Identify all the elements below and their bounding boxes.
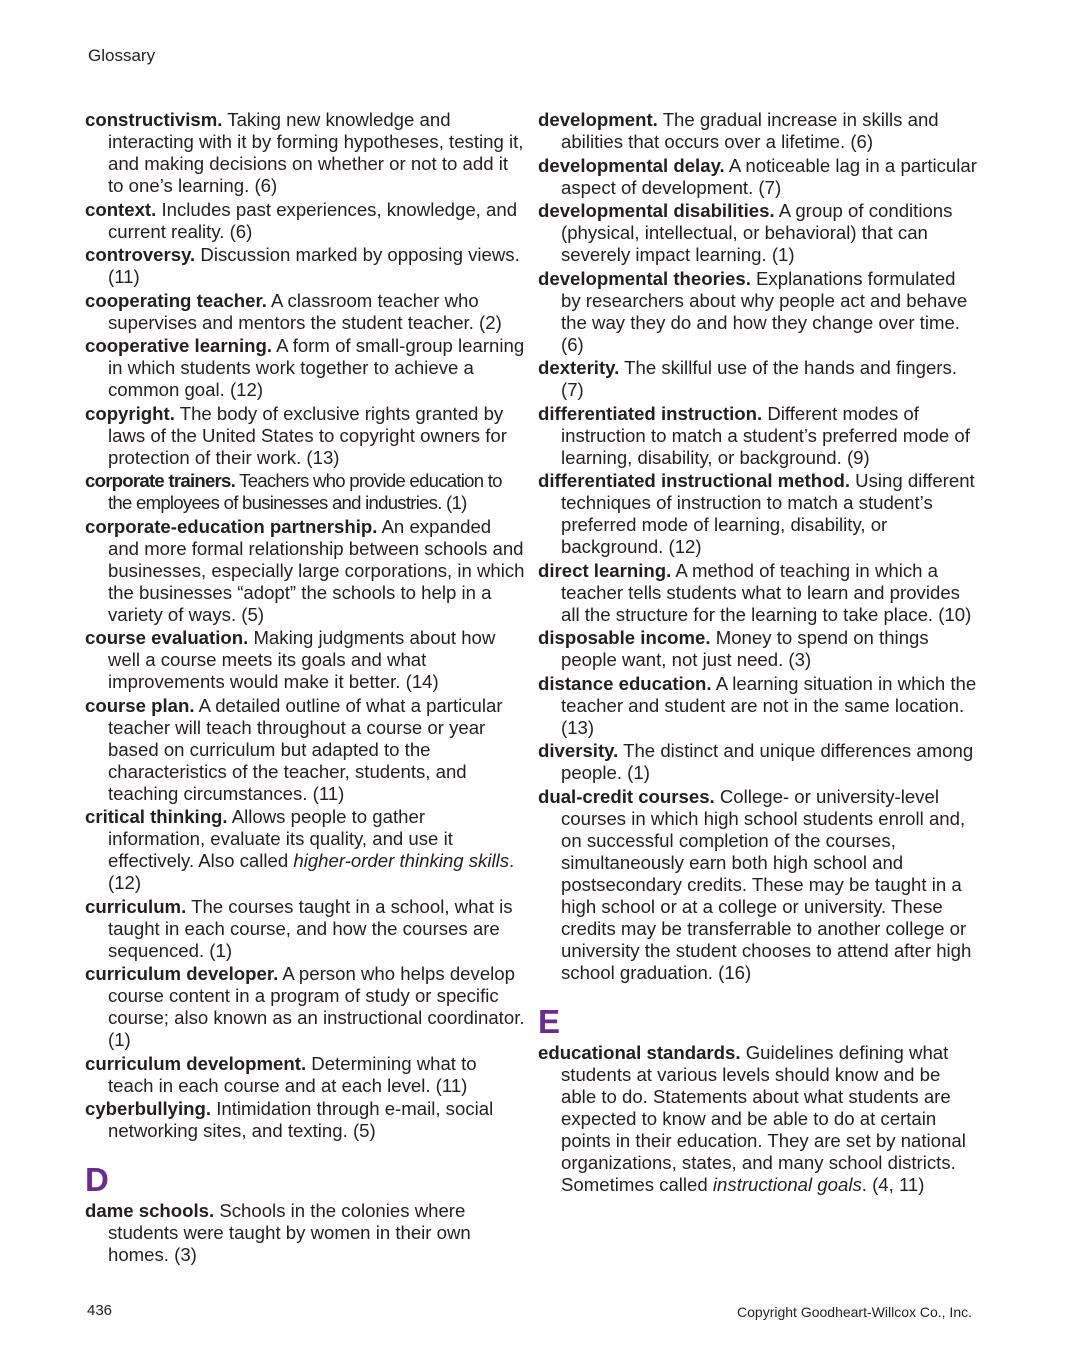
glossary-term: context.: [85, 198, 157, 220]
definition-text: . (4, 11): [861, 1173, 925, 1195]
glossary-entry: [538, 268, 978, 356]
glossary-entry: [538, 560, 978, 626]
glossary-entry: [85, 290, 525, 334]
glossary-definition: Schools in the colonies where students were taught by women in their own homes. (3): [108, 1200, 471, 1265]
glossary-definition: Using different techniques of instruction to match a student’s preferred mode of learning, disability, or background. (12): [561, 470, 975, 557]
glossary-definition: The distinct and unique differences among people. (1): [561, 740, 974, 783]
glossary-term: educational standards.: [538, 1041, 741, 1063]
glossary-entry: [85, 695, 525, 805]
glossary-definition: Taking new knowledge and interacting with it by forming hypotheses, testing it, and making decisions on whether or not to add it to one’s learning. (6): [108, 109, 524, 196]
glossary-entry: [538, 109, 978, 153]
glossary-entry: [85, 963, 525, 1051]
glossary-entry: [538, 627, 978, 671]
glossary-term: development.: [538, 109, 658, 130]
glossary-term: curriculum developer.: [85, 963, 279, 984]
glossary-entry: [538, 403, 978, 469]
glossary-definition: A learning situation in which the teacher and student are not in the same location. (13): [561, 672, 977, 738]
glossary-entry: [85, 1200, 525, 1266]
glossary-entry: [538, 1042, 978, 1196]
glossary-term: constructivism.: [85, 109, 223, 130]
glossary-term: curriculum.: [85, 895, 187, 917]
section-letter-e: E: [538, 1002, 561, 1040]
glossary-term: developmental theories.: [538, 267, 751, 289]
definition-italic-text: higher-order thinking skills: [293, 850, 510, 871]
copyright-notice: Copyright Goodheart-Willcox Co., Inc.: [737, 1304, 972, 1320]
glossary-definition: A noticeable lag in a particular aspect of development. (7): [561, 154, 977, 198]
glossary-definition: College- or university-level courses in which high school students enroll and, on successful completion of the courses, simultaneously earn both high school and postsecondary credits. These may be taught in a high school or at a college or university. These credits may be transferrable to another college or university the student chooses to attend after high school graduation. (16): [561, 785, 972, 983]
glossary-definition: Determining what to teach in each course and at each level. (11): [108, 1052, 477, 1096]
glossary-term: dexterity.: [538, 357, 620, 378]
definition-italic-text: instructional goals: [712, 1173, 862, 1195]
glossary-term: direct learning.: [538, 559, 672, 581]
glossary-entry: [85, 244, 525, 288]
glossary-entry: [85, 806, 525, 894]
glossary-definition: A person who helps develop course content in a program of study or specific course; also known as an instructional coordinator. (1): [108, 963, 525, 1050]
glossary-term: cooperating teacher.: [85, 289, 267, 311]
glossary-definition: The skillful use of the hands and fingers. (7): [561, 357, 957, 400]
glossary-definition: The courses taught in a school, what is taught in each course, and how the courses are sequenced. (1): [108, 895, 513, 961]
glossary-definition: A form of small-group learning in which students work together to achieve a common goal. (12): [108, 335, 525, 400]
glossary-term: diversity.: [538, 740, 619, 761]
glossary-definition: A group of conditions (physical, intellectual, or behavioral) that can severely impact learning. (1): [561, 200, 953, 265]
glossary-term: corporate-education partnership.: [85, 515, 378, 537]
glossary-term: cooperative learning.: [85, 335, 273, 356]
glossary-entry: [538, 155, 978, 199]
glossary-entry: [85, 403, 525, 469]
glossary-term: cyberbullying.: [85, 1098, 212, 1119]
glossary-definition: Intimidation through e-mail, social networking sites, and texting. (5): [108, 1098, 494, 1141]
glossary-term: developmental disabilities.: [538, 200, 775, 221]
glossary-definition: Explanations formulated by researchers about why people act and behave the way they do and how they change over time. (6): [561, 267, 968, 355]
glossary-term: copyright.: [85, 402, 175, 424]
glossary-definition: Includes past experiences, knowledge, and current reality. (6): [108, 198, 518, 242]
glossary-entry: [538, 200, 978, 266]
glossary-definition: Money to spend on things people want, not just need. (3): [561, 627, 929, 670]
glossary-entry: [538, 470, 978, 558]
glossary-definition: An expanded and more formal relationship between schools and businesses, especially large corporations, in which the businesses “adopt” the schools to help in a variety of ways. (5): [108, 515, 525, 625]
definition-text: . (12): [108, 850, 515, 893]
glossary-entry: [85, 1098, 525, 1142]
glossary-entry: [85, 516, 525, 626]
glossary-entry: [85, 896, 525, 962]
glossary-entry: [538, 357, 978, 401]
glossary-term: dame schools.: [85, 1200, 215, 1221]
glossary-column-left: [85, 109, 525, 1268]
glossary-definition: The gradual increase in skills and abilities that occurs over a lifetime. (6): [561, 109, 939, 152]
glossary-entry: [538, 673, 978, 739]
glossary-term: corporate trainers.: [85, 470, 236, 491]
section-letter-d: D: [85, 1161, 109, 1198]
glossary-term: controversy.: [85, 244, 196, 265]
glossary-definition: Different modes of instruction to match a student’s preferred mode of learning, disability, or background. (9): [561, 402, 970, 468]
glossary-entry: [85, 109, 525, 197]
glossary-definition: A method of teaching in which a teacher tells students what to learn and provides all the structure for the learning to take place. (10): [561, 559, 972, 625]
glossary-term: critical thinking.: [85, 806, 228, 827]
glossary-term: course evaluation.: [85, 627, 249, 648]
definition-text: Allows people to gather information, evaluate its quality, and use it effectively. Also called: [108, 806, 453, 871]
glossary-column-right: [538, 109, 978, 1197]
glossary-term: course plan.: [85, 694, 195, 716]
glossary-term: disposable income.: [538, 627, 711, 648]
glossary-entry: [85, 335, 525, 401]
glossary-term: developmental delay.: [538, 154, 725, 176]
glossary-definition: Making judgments about how well a course meets its goals and what improvements would make it better. (14): [108, 627, 496, 692]
glossary-term: distance education.: [538, 672, 712, 694]
glossary-entry: [85, 470, 525, 514]
glossary-term: differentiated instruction.: [538, 402, 763, 424]
glossary-definition: [561, 1042, 966, 1195]
glossary-term: dual-credit courses.: [538, 785, 715, 807]
glossary-definition: Teachers who provide education to the employees of businesses and industries. (1): [108, 470, 502, 513]
glossary-definition: A classroom teacher who supervises and mentors the student teacher. (2): [108, 289, 502, 333]
glossary-term: curriculum development.: [85, 1052, 307, 1074]
running-head: Glossary: [88, 46, 156, 65]
glossary-definition: The body of exclusive rights granted by laws of the United States to copyright owners for protection of their work. (13): [108, 402, 507, 468]
glossary-entry: [538, 740, 978, 784]
definition-text: Guidelines defining what students at various levels should know and be able to do. Statements about what students are expected to know and be able to do at certain points in their education. They are set by national organizations, states, and many school districts. Sometimes called: [561, 1041, 966, 1195]
glossary-entry: [85, 627, 525, 693]
page-number: 436: [87, 1302, 113, 1319]
glossary-term: differentiated instructional method.: [538, 470, 850, 491]
glossary-entry: [85, 1053, 525, 1097]
glossary-definition: A detailed outline of what a particular teacher will teach throughout a course or year based on curriculum but adapted to the characteristics of the teacher, students, and teaching circumstances. (11): [108, 694, 503, 804]
glossary-definition: Discussion marked by opposing views. (11): [108, 244, 520, 287]
glossary-entry: [538, 786, 978, 984]
glossary-entry: [85, 199, 525, 243]
